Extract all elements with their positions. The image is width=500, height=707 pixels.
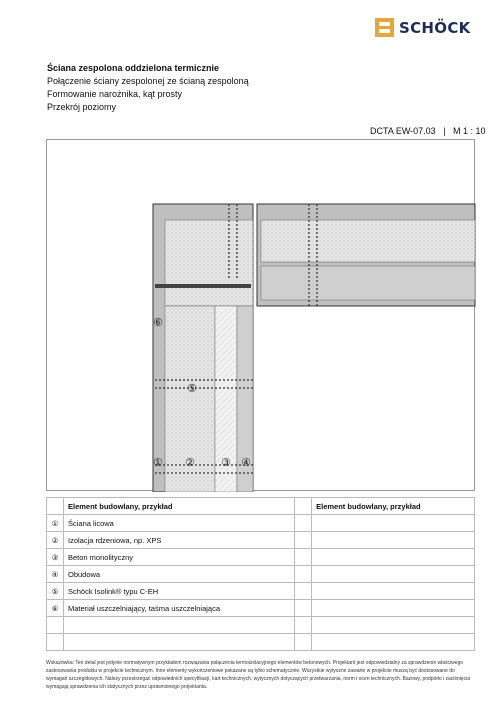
legend-row bbox=[47, 532, 475, 549]
corner-concrete-top bbox=[165, 220, 253, 306]
legend-head-row bbox=[47, 498, 475, 515]
marker-6: ⑥ bbox=[153, 316, 163, 329]
schock-logo bbox=[375, 18, 471, 37]
legend-text: Obudowa bbox=[64, 566, 295, 583]
legend-row bbox=[47, 634, 475, 651]
legend-row bbox=[47, 583, 475, 600]
legend-text: Materiał uszczelniający, taśma uszczelniająca bbox=[64, 600, 295, 617]
legend-row bbox=[47, 600, 475, 617]
top-wall-concrete bbox=[261, 220, 475, 262]
legend-row bbox=[47, 617, 475, 634]
logo-mark-icon bbox=[375, 18, 394, 37]
legend-head-left: Element budowlany, przykład bbox=[64, 498, 295, 515]
top-wall-inner bbox=[261, 266, 475, 300]
marker-1: ① bbox=[153, 456, 163, 469]
legend-num: ④ bbox=[47, 566, 64, 583]
legend-text: Izolacja rdzeniowa, np. XPS bbox=[64, 532, 295, 549]
page-title: Ściana zespolona oddzielona termicznie bbox=[47, 63, 220, 73]
legend-text: Ściana licowa bbox=[64, 515, 295, 532]
legend-text: Schöck Isolink® typu C-EH bbox=[64, 583, 295, 600]
logo-text: SCHÖCK bbox=[399, 18, 471, 37]
subtitle-2: Formowanie narożnika, kąt prosty bbox=[47, 89, 183, 99]
legend-row bbox=[47, 515, 475, 532]
legend-num: ⑤ bbox=[47, 583, 64, 600]
legend-num: ③ bbox=[47, 549, 64, 566]
section-drawing bbox=[47, 140, 476, 492]
footer-note: Wskazówka: Ten detal jest jedynie normatywnym przykładem rozwiązania połączenia termoizolacyjnego elementów betonowych. Projektant jest odpowiedzialny za sprawdzenie właściwego zastosowania produktu w projekcie technicznym. Inne elementy wykończeniowe pokazane są tylko schematycznie. Wszystkie wytyczne zawarte w projekcie muszą być dostosowane do wymagań szczegółowych. Należy przestrzegać odpowiednich specyfikacji, kart technicznych, wytycznych dotyczących przetwarzania, norm i ocen technicznych. Bazowy, podpórki i zaciśnięcia wymagają sprawdzenia ich statycznych przez uprawnionego projektanta. bbox=[46, 660, 470, 690]
legend-text: Beton monolityczny bbox=[64, 549, 295, 566]
marker-4: ④ bbox=[241, 456, 251, 469]
legend-row bbox=[47, 566, 475, 583]
marker-5: ⑤ bbox=[187, 382, 197, 395]
marker-3: ③ bbox=[221, 456, 231, 469]
legend-row bbox=[47, 549, 475, 566]
subtitle-1: Połączenie ściany zespolonej ze ścianą zespoloną bbox=[47, 76, 249, 86]
legend-num: ① bbox=[47, 515, 64, 532]
legend-head-right: Element budowlany, przykład bbox=[312, 498, 475, 515]
marker-2: ② bbox=[185, 456, 195, 469]
legend-num: ② bbox=[47, 532, 64, 549]
drawing-frame bbox=[46, 139, 475, 491]
drawing-code: DCTA EW-07.03 | M 1 : 10 bbox=[370, 126, 486, 136]
subtitle-3: Przekrój poziomy bbox=[47, 102, 117, 112]
sealant-strip bbox=[155, 284, 251, 288]
legend-table bbox=[46, 497, 475, 651]
legend-num: ⑥ bbox=[47, 600, 64, 617]
